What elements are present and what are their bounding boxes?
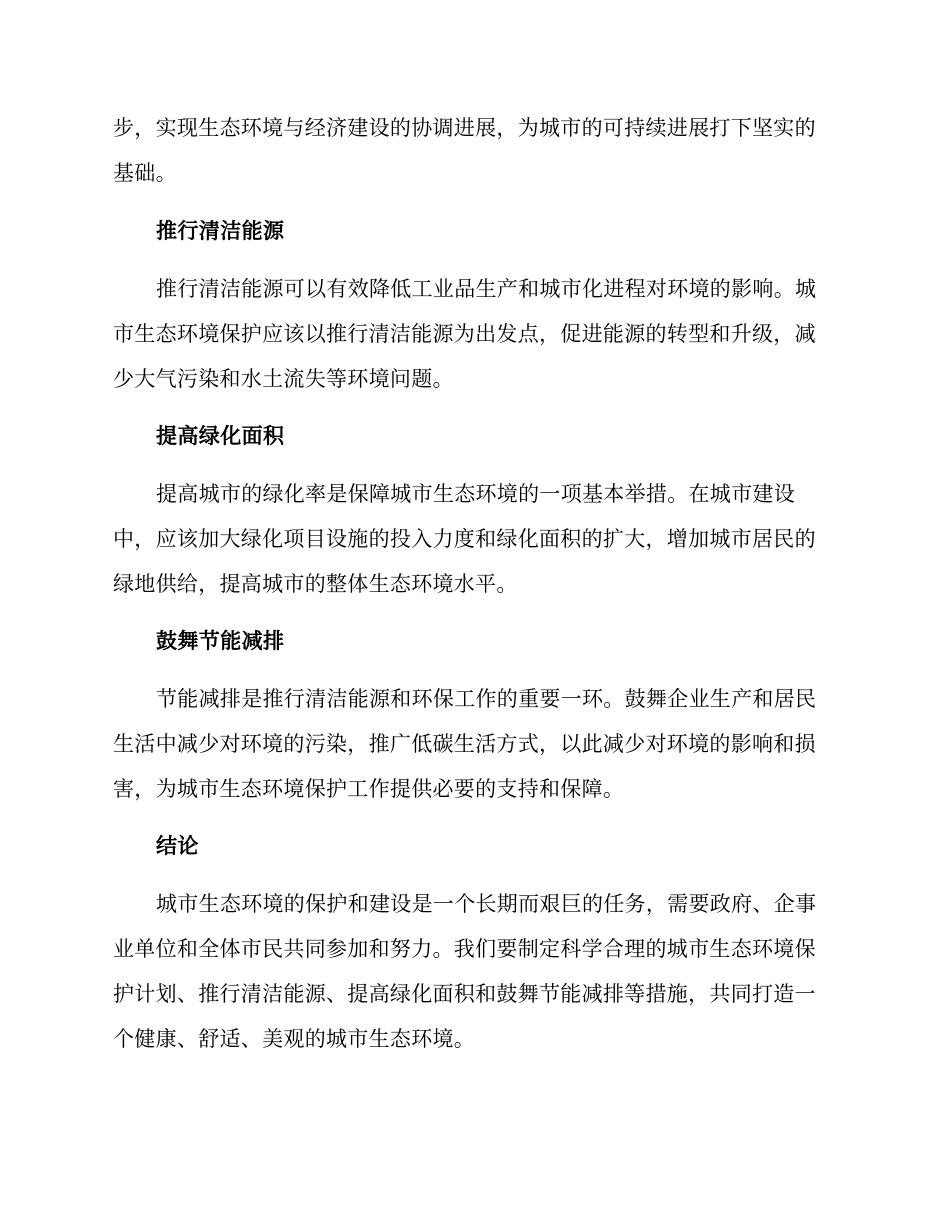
paragraph-line: 中，应该加大绿化项目设施的投入力度和绿化面积的扩大，增加城市居民的 [113, 527, 816, 551]
paragraph-line: 害，为城市生态环境保护工作提供必要的支持和保障。 [113, 777, 625, 801]
section-heading-greening: 提高绿化面积 [156, 424, 285, 448]
paragraph-line: 基础。 [113, 161, 177, 185]
section-heading-clean-energy: 推行清洁能源 [156, 219, 285, 243]
paragraph-line: 提高城市的绿化率是保障城市生态环境的一项基本举措。在城市建设 [156, 482, 795, 506]
paragraph-line: 步，实现生态环境与经济建设的协调进展，为城市的可持续进展打下坚实的 [113, 116, 816, 140]
section-heading-energy-saving: 鼓舞节能减排 [156, 629, 285, 653]
paragraph-line: 生活中减少对环境的污染，推广低碳生活方式，以此减少对环境的影响和损 [113, 732, 816, 756]
paragraph-line: 推行清洁能源可以有效降低工业品生产和城市化进程对环境的影响。城 [156, 277, 817, 301]
paragraph-line: 绿地供给，提高城市的整体生态环境水平。 [113, 572, 518, 596]
paragraph-line: 个健康、舒适、美观的城市生态环境。 [113, 1027, 476, 1051]
paragraph-line: 护计划、推行清洁能源、提高绿化面积和鼓舞节能减排等措施，共同打造一 [113, 982, 816, 1006]
paragraph-line: 节能减排是推行清洁能源和环保工作的重要一环。鼓舞企业生产和居民 [156, 687, 817, 711]
paragraph-line: 城市生态环境的保护和建设是一个长期而艰巨的任务，需要政府、企事 [156, 892, 817, 916]
paragraph-line: 少大气污染和水土流失等环境问题。 [113, 367, 454, 391]
paragraph-line: 业单位和全体市民共同参加和努力。我们要制定科学合理的城市生态环境保 [113, 937, 816, 961]
section-heading-conclusion: 结论 [156, 834, 199, 858]
paragraph-line: 市生态环境保护应该以推行清洁能源为出发点，促进能源的转型和升级，减 [113, 322, 816, 346]
